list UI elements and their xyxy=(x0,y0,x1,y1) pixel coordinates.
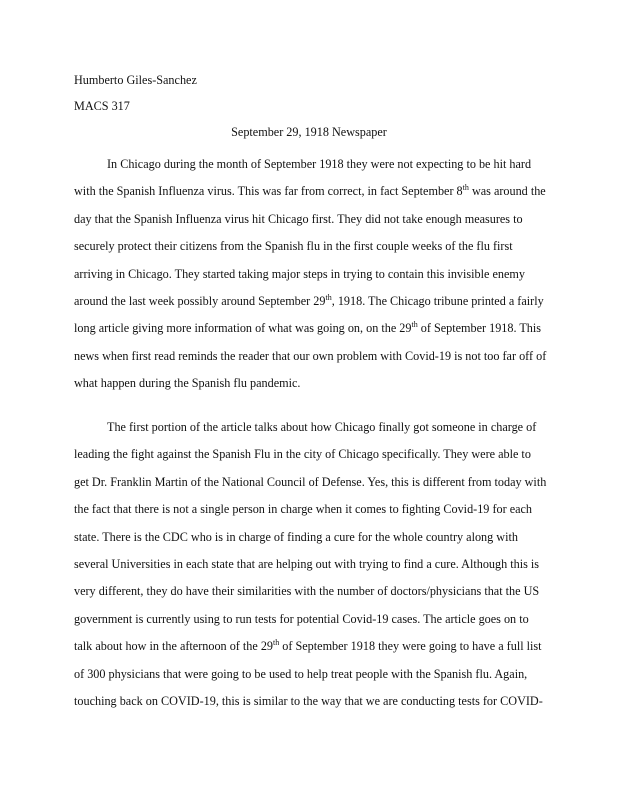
paragraph-2-line xyxy=(74,694,543,708)
author-name: Humberto Giles-Sanchez xyxy=(74,73,197,87)
text-segment: what happen during the Spanish flu pandemic. xyxy=(74,376,301,391)
text-segment: very different, they do have their similarities with the number of doctors/physicians that the US xyxy=(74,584,540,599)
text-segment: get Dr. Franklin Martin of the National Council of Defense. Yes, this is different from today with xyxy=(74,474,547,489)
paragraph-1-line xyxy=(107,157,531,171)
text-segment: state. There is the CDC who is in charge of finding a cure for the whole country along with xyxy=(74,529,518,544)
paragraph-1-line xyxy=(74,376,300,390)
text-segment: several Universities in each state that are helping out with trying to find a cure. Although this is xyxy=(74,557,540,571)
paragraph-2-line xyxy=(74,447,531,461)
text-segment: of 300 physicians that were going to be used to help treat people with the Spanish flu. Again, xyxy=(74,666,528,681)
paragraph-2-line xyxy=(74,667,527,681)
paragraph-2-line xyxy=(74,584,539,598)
paragraph-2-line xyxy=(74,475,546,489)
text-segment: arriving in Chicago. They started taking major steps in trying to contain this invisible enemy xyxy=(74,266,525,281)
paragraph-1-line xyxy=(74,294,544,308)
text-segment: of September 1918 they were going to have a full list xyxy=(279,639,542,654)
ordinal-superscript: th xyxy=(411,320,418,330)
paragraph-1-line xyxy=(74,184,546,198)
text-segment: the fact that there is not a single person in charge when it comes to fighting Covid-19 for each xyxy=(74,502,533,517)
text-segment: with the Spanish Influenza virus. This was far from correct, in fact September 8 xyxy=(74,184,463,199)
course-code: MACS 317 xyxy=(74,99,130,113)
paragraph-1-line xyxy=(74,212,523,226)
text-segment: , 1918. The Chicago tribune printed a fairly xyxy=(331,294,544,308)
paragraph-1-line xyxy=(74,349,546,363)
text-segment: In Chicago during the month of September 1918 they were not expecting to be hit hard xyxy=(107,157,532,171)
text-segment: news when first read reminds the reader that our own problem with Covid-19 is not too far off of xyxy=(74,348,547,363)
text-segment: government is currently using to run tests for potential Covid-19 cases. The article goes on to xyxy=(74,611,529,626)
ordinal-superscript: th xyxy=(273,638,280,648)
text-segment: of September 1918. This xyxy=(417,321,542,336)
paragraph-2-line xyxy=(74,530,518,544)
text-segment: leading the fight against the Spanish Flu in the city of Chicago specifically. They were able to xyxy=(74,447,531,462)
text-segment: talk about how in the afternoon of the 29 xyxy=(74,639,274,654)
paragraph-2-line xyxy=(74,502,532,516)
text-segment: day that the Spanish Influenza virus hit Chicago first. They did not take enough measures to xyxy=(74,211,523,226)
text-segment: touching back on COVID-19, this is similar to the way that we are conducting tests for COVID- xyxy=(74,694,543,708)
paragraph-1-line xyxy=(74,321,541,335)
paragraph-2-line xyxy=(74,639,542,653)
text-segment: The first portion of the article talks about how Chicago finally got someone in charge of xyxy=(107,420,537,434)
paragraph-1-line xyxy=(74,239,513,253)
ordinal-superscript: th xyxy=(325,292,332,302)
paragraph-2-line xyxy=(74,557,539,571)
text-segment: securely protect their citizens from the Spanish flu in the first couple weeks of the flu first xyxy=(74,239,513,254)
paragraph-2-line xyxy=(107,420,536,434)
text-segment: around the last week possibly around September 29 xyxy=(74,294,326,308)
ordinal-superscript: th xyxy=(462,183,469,193)
text-segment: was around the xyxy=(468,184,546,199)
paragraph-1-line xyxy=(74,267,525,281)
text-segment: long article giving more information of what was going on, on the 29 xyxy=(74,321,412,336)
page-title: September 29, 1918 Newspaper xyxy=(231,125,387,139)
paragraph-2-line xyxy=(74,612,529,626)
